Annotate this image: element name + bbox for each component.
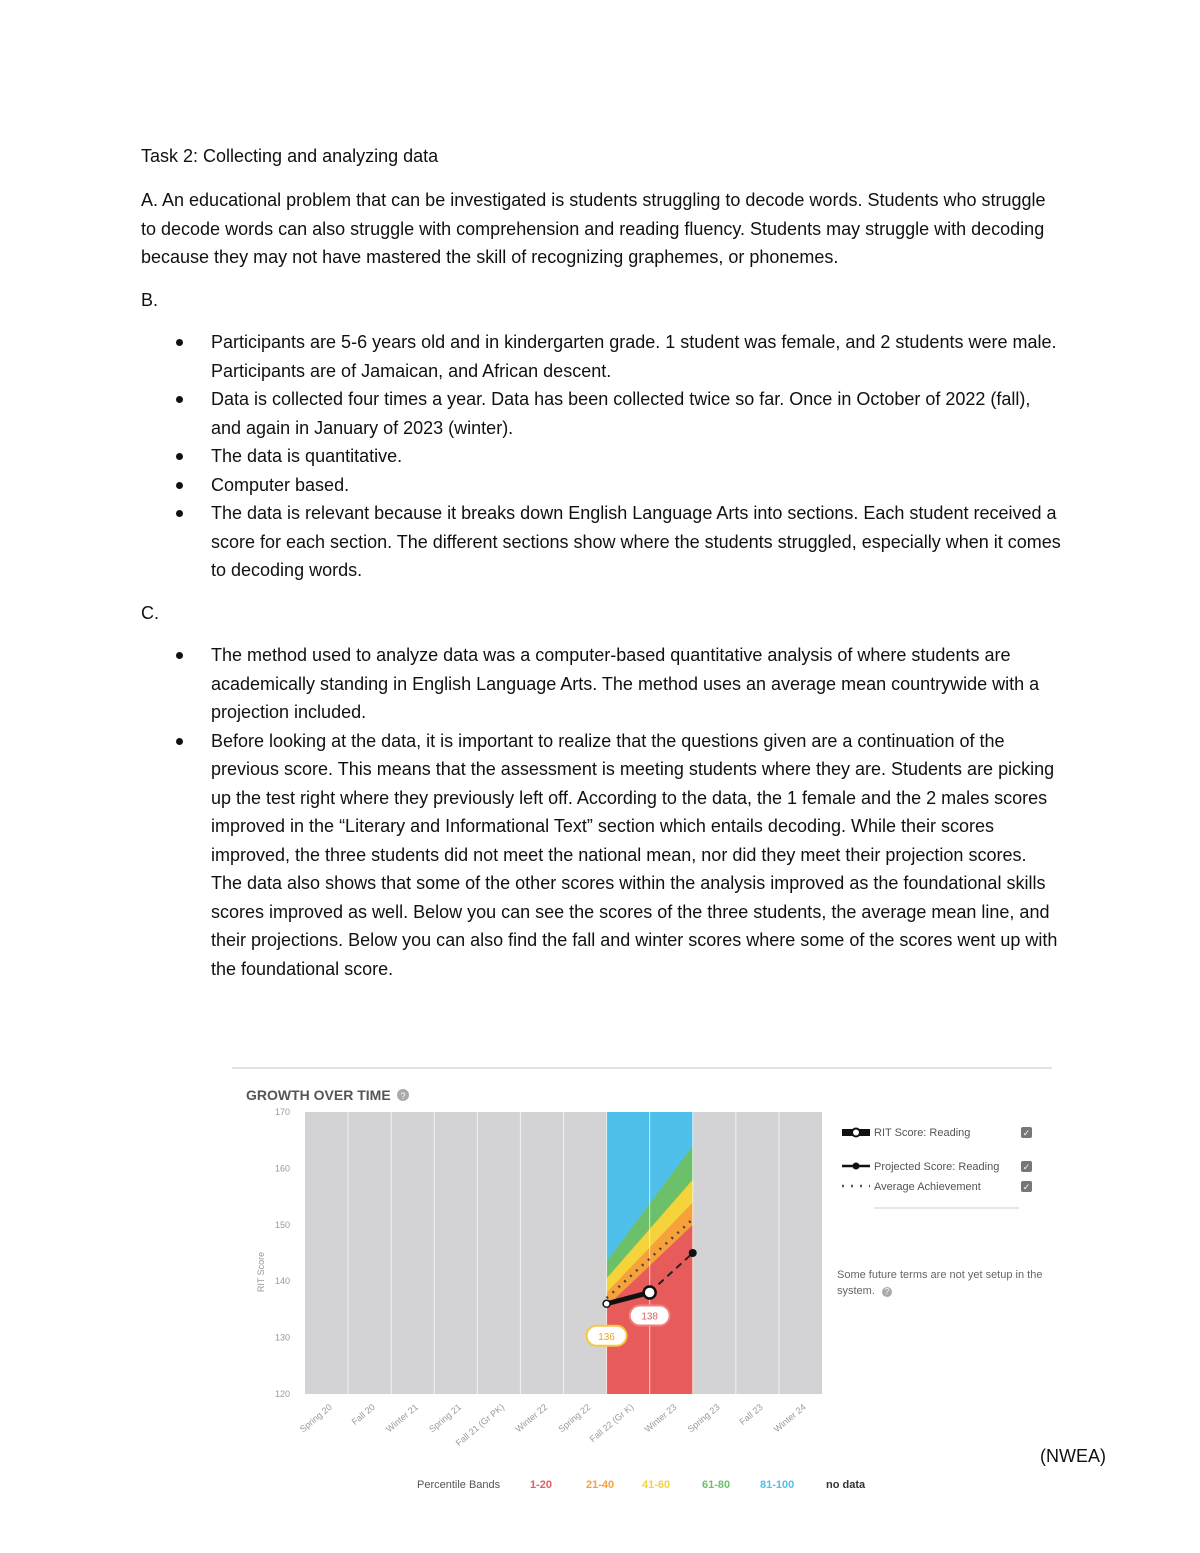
list-item: The data is relevant because it breaks down English Language Arts into sections. Each student received a score for each section. The different sections show where the students struggled, especially when it comes to decoding words. xyxy=(211,499,1061,585)
percentile-band-legend-item: 1-20 xyxy=(530,1479,553,1491)
y-tick-label: 150 xyxy=(275,1219,291,1230)
section-b-list xyxy=(141,328,1061,585)
x-tick-label: Spring 20 xyxy=(297,1401,334,1435)
percentile-band-legend-item: 81-100 xyxy=(760,1479,795,1491)
citation: (NWEA) xyxy=(1040,1446,1106,1466)
help-icon-glyph: ? xyxy=(400,1091,406,1101)
y-tick-label: 160 xyxy=(275,1163,291,1174)
chart-title: GROWTH OVER TIME xyxy=(246,1087,391,1103)
section-b-label: B. xyxy=(141,289,159,310)
x-tick-label: Spring 22 xyxy=(556,1401,593,1435)
section-c-list xyxy=(141,641,1061,983)
percentile-bands-label: Percentile Bands xyxy=(417,1479,501,1491)
percentile-band-legend-item: no data xyxy=(826,1479,866,1491)
list-item: The method used to analyze data was a computer-based quantitative analysis of where students are academically standing in English Language Arts. The method uses an average mean countrywide with a projection included. xyxy=(211,641,1061,727)
rit-score-point xyxy=(603,1300,610,1307)
check-icon: ✓ xyxy=(1022,1183,1031,1193)
y-tick-label: 120 xyxy=(275,1389,291,1399)
projected-score-point xyxy=(689,1249,697,1257)
x-tick-label: Fall 22 (Gr K) xyxy=(587,1401,636,1445)
rit-score-point xyxy=(644,1286,656,1298)
legend-average-label: Average Achievement xyxy=(874,1181,981,1193)
x-tick-label: Winter 22 xyxy=(513,1401,550,1435)
legend-projected-marker xyxy=(853,1163,860,1170)
legend-projected-label: Projected Score: Reading xyxy=(874,1161,1000,1173)
section-c-label: C. xyxy=(141,602,159,623)
x-tick-label: Spring 21 xyxy=(427,1401,464,1435)
y-axis-label: RIT Score xyxy=(256,1251,266,1293)
future-terms-note xyxy=(837,1267,1047,1307)
x-tick-label: Fall 20 xyxy=(349,1401,377,1427)
score-bubble-label: 138 xyxy=(641,1311,659,1323)
percentile-band-legend-item: 61-80 xyxy=(702,1479,731,1491)
chart-svg xyxy=(232,1062,1054,1502)
growth-over-time-chart xyxy=(232,1062,1054,1502)
x-tick-label: Fall 23 xyxy=(737,1401,765,1427)
future-terms-note-text: Some future terms are not yet setup in the system. xyxy=(837,1269,1043,1297)
list-item: Before looking at the data, it is important to realize that the questions given are a continuation of the previous score. This means that the assessment is meeting students where they are. Students are picking up the test right where they previously left off. According to the data, the 1 female and the 2 males scores improved in the “Literary and Informational Text” section which entails decoding. While their scores improved, the three students did not meet the national mean, nor did they meet their projection scores. The data also shows that some of the other scores within the analysis improved as the foundational skills scores improved as well. Below you can see the scores of the three students, the average mean line, and their projections. Below you can also find the fall and winter scores where some of the scores went up with the foundational score. xyxy=(211,727,1061,984)
document-body xyxy=(141,142,1061,997)
y-tick-label: 140 xyxy=(275,1276,291,1287)
check-icon: ✓ xyxy=(1022,1129,1031,1139)
x-tick-label: Winter 24 xyxy=(771,1401,808,1435)
legend xyxy=(842,1127,1032,1208)
list-item: Participants are 5-6 years old and in kindergarten grade. 1 student was female, and 2 students were male. Participants are of Jamaican, and African descent. xyxy=(211,328,1061,385)
info-icon[interactable]: ? xyxy=(882,1287,892,1297)
percentile-band-legend-item: 21-40 xyxy=(586,1479,615,1491)
y-tick-label: 130 xyxy=(275,1332,291,1343)
x-tick-label: Winter 21 xyxy=(384,1401,420,1435)
task-title: Task 2: Collecting and analyzing data xyxy=(141,146,439,166)
list-item: Data is collected four times a year. Data has been collected twice so far. Once in October of 2022 (fall), and again in January of 2023 (winter). xyxy=(211,385,1061,442)
x-tick-label: Winter 23 xyxy=(642,1401,679,1435)
percentile-band-legend-item: 41-60 xyxy=(642,1479,671,1491)
legend-rit-label: RIT Score: Reading xyxy=(874,1127,971,1139)
score-bubble-label: 136 xyxy=(598,1331,615,1343)
check-icon: ✓ xyxy=(1022,1163,1031,1173)
legend-rit-marker xyxy=(852,1129,860,1137)
list-item: Computer based. xyxy=(211,471,1061,500)
list-item: The data is quantitative. xyxy=(211,442,1061,471)
x-tick-label: Spring 23 xyxy=(685,1401,722,1435)
y-tick-label: 170 xyxy=(275,1107,291,1117)
x-tick-label: Fall 21 (Gr PK) xyxy=(453,1401,507,1449)
section-a-paragraph: A. An educational problem that can be investigated is students struggling to decode words. Students who struggle to decode words can also struggle with comprehension and reading fluency. Students may struggle with decoding because they may not have mastered the skill of recognizing graphemes, or phonemes. xyxy=(141,190,1046,267)
percentile-bands-legend xyxy=(417,1479,866,1491)
